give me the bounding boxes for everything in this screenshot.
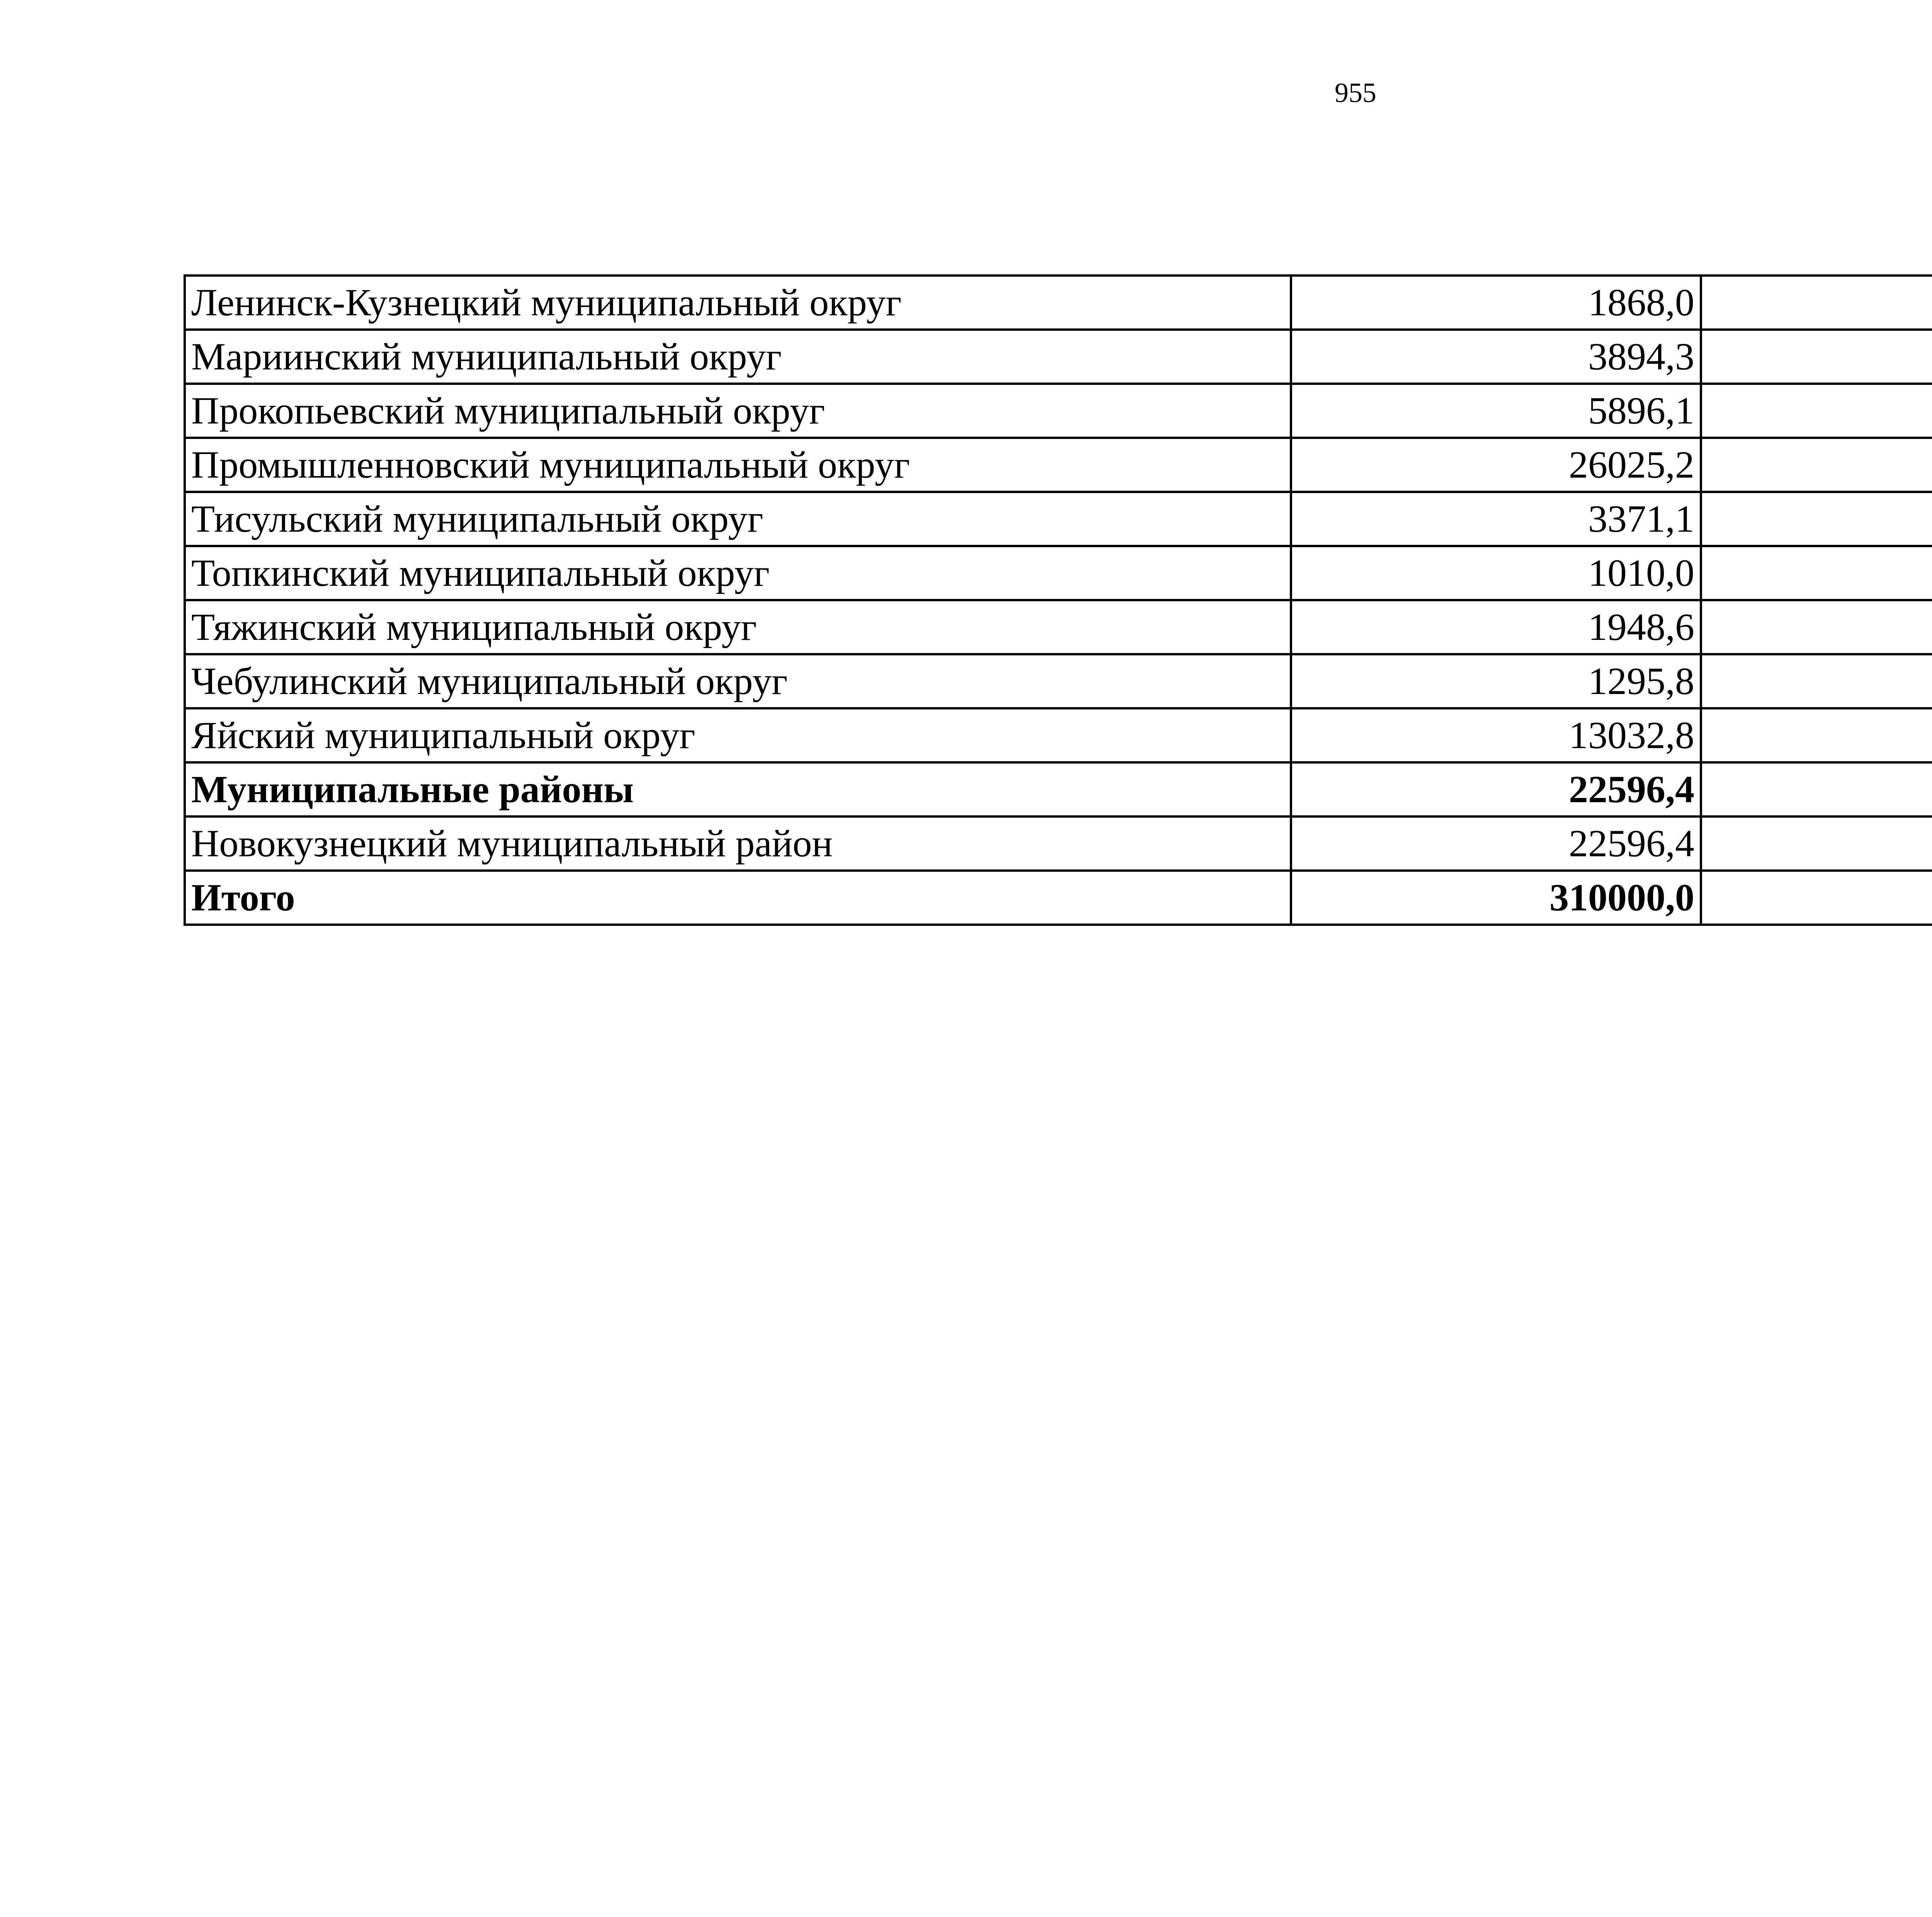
value-cell-1: 3894,3 — [1291, 330, 1701, 384]
value-cell-2 — [1701, 816, 1932, 871]
value-cell-1: 1868,0 — [1291, 276, 1701, 330]
table-body — [185, 276, 1932, 925]
table-row-total — [185, 871, 1932, 925]
table-row — [185, 600, 1932, 654]
municipality-name-cell: Мариинский муниципальный округ — [185, 330, 1291, 384]
municipality-name-cell: Тисульский муниципальный округ — [185, 492, 1291, 546]
total-name-cell: Итого — [185, 871, 1291, 925]
value-cell-1: 310000,0 — [1291, 871, 1701, 925]
value-cell-1: 22596,4 — [1291, 762, 1701, 816]
value-cell-2 — [1701, 384, 1932, 438]
value-cell-2 — [1701, 708, 1932, 762]
value-cell-1: 1948,6 — [1291, 600, 1701, 654]
table-row — [185, 708, 1932, 762]
value-cell-1: 1295,8 — [1291, 654, 1701, 708]
municipality-name-cell: Тяжинский муниципальный округ — [185, 600, 1291, 654]
table-row — [185, 330, 1932, 384]
table-row — [185, 492, 1932, 546]
value-cell-2 — [1701, 330, 1932, 384]
table-row — [185, 276, 1932, 330]
table-row — [185, 654, 1932, 708]
value-cell-2 — [1701, 492, 1932, 546]
municipality-name-cell: Новокузнецкий муниципальный район — [185, 816, 1291, 871]
value-cell-2 — [1701, 546, 1932, 600]
value-cell-2 — [1701, 762, 1932, 816]
value-cell-1: 5896,1 — [1291, 384, 1701, 438]
value-cell-1: 3371,1 — [1291, 492, 1701, 546]
municipality-name-cell: Ленинск-Кузнецкий муниципальный округ — [185, 276, 1291, 330]
value-cell-1: 1010,0 — [1291, 546, 1701, 600]
municipality-name-cell: Промышленновский муниципальный округ — [185, 438, 1291, 492]
municipality-name-cell: Чебулинский муниципальный округ — [185, 654, 1291, 708]
municipality-name-cell: Топкинский муниципальный округ — [185, 546, 1291, 600]
table-row — [185, 384, 1932, 438]
value-cell-2 — [1701, 438, 1932, 492]
table-row — [185, 816, 1932, 871]
value-cell-2 — [1701, 871, 1932, 925]
table-row-subtotal — [185, 762, 1932, 816]
value-cell-2 — [1701, 276, 1932, 330]
value-cell-2 — [1701, 654, 1932, 708]
budget-table — [184, 274, 1932, 926]
value-cell-1: 26025,2 — [1291, 438, 1701, 492]
table-row — [185, 546, 1932, 600]
section-name-cell: Муниципальные районы — [185, 762, 1291, 816]
value-cell-1: 13032,8 — [1291, 708, 1701, 762]
value-cell-2 — [1701, 600, 1932, 654]
municipality-name-cell: Яйский муниципальный округ — [185, 708, 1291, 762]
municipality-name-cell: Прокопьевский муниципальный округ — [185, 384, 1291, 438]
table-row — [185, 438, 1932, 492]
value-cell-1: 22596,4 — [1291, 816, 1701, 871]
page-number: 955 — [1335, 77, 1376, 108]
